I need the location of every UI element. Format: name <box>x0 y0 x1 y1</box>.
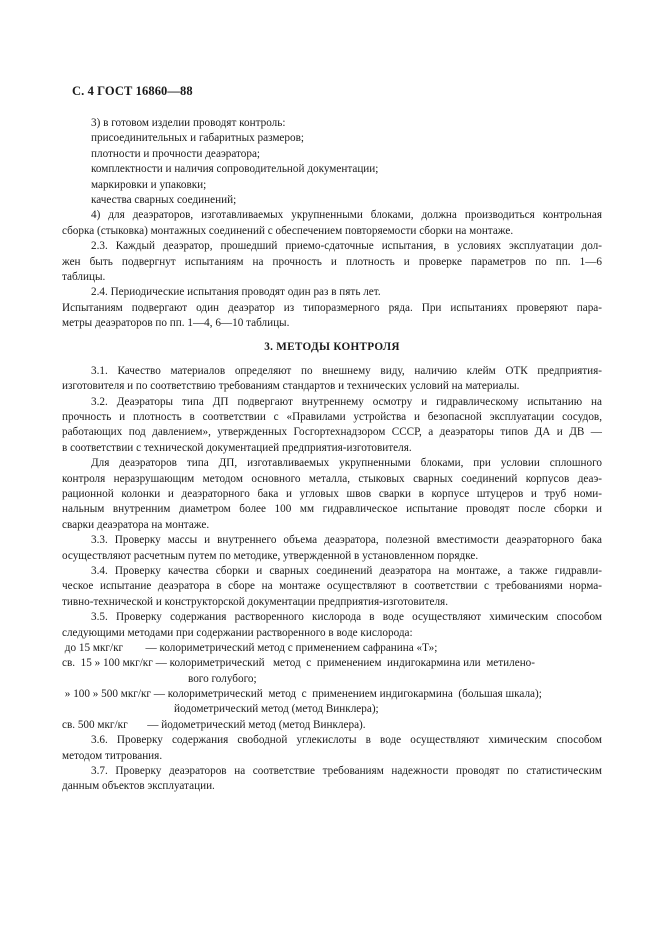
text-line: прочность и плотность в соответствии с «Правилами устройства и безопасной эксплуатации сосудов, <box>62 411 602 424</box>
text-line: сборка (стыковка) монтажных соединений с обеспечением повторяемости сборки на монтаже. <box>62 224 514 237</box>
text-line: 3.1. Качество материалов определяют по внешнему виду, наличию клейм ОТК предприятия- <box>91 364 602 377</box>
text-line: комплектности и наличия сопроводительной документации; <box>91 163 379 176</box>
text-line: ческое испытание деаэратора в сборе на монтаже осуществляют в соответствии с требованиями норма- <box>62 580 602 593</box>
text-line: йодометрический метод (метод Винклера); <box>174 703 379 716</box>
text-line: маркировки и упаковки; <box>91 178 207 191</box>
text-line: св. 500 мкг/кг — йодометрический метод (метод Винклера). <box>62 718 366 731</box>
text-line: до 15 мкг/кг — колориметрический метод с применением сафранина «Т»; <box>62 641 438 654</box>
text-line: Для деаэраторов типа ДП, изготавливаемых укрупненными блоками, при условии сплошного <box>91 457 602 470</box>
page-header: С. 4 ГОСТ 16860—88 <box>72 84 193 98</box>
text-line: рационной колонки и деаэраторного бака и угловых швов сварки в корпусе штуцеров и труб номи- <box>62 487 602 500</box>
text-line: качества сварных соединений; <box>91 193 237 206</box>
text-line: контроля неразрушающим методом основного металла, стыковых сварных соединений корпусов деаэ- <box>62 472 602 485</box>
text-line: данным объектов эксплуатации. <box>62 780 215 793</box>
section-2-continuation <box>62 116 602 331</box>
text-line: методом титрования. <box>62 749 163 762</box>
text-line: нальным внутренним диаметром более 100 мм гидравлическое испытание проводят после сборки и <box>62 503 602 516</box>
text-line: тивно-технической и конструкторской документации предприятия-изготовителя. <box>62 595 448 608</box>
text-line: работающих под давлением», утвержденных Госгортехнадзором СССР, а деаэраторы типов ДА и ДВ — <box>62 426 602 439</box>
text-line: таблицы. <box>62 270 106 283</box>
text-line: 3) в готовом изделии проводят контроль: <box>91 117 286 129</box>
section-3-body <box>62 364 602 795</box>
text-line: 3.3. Проверку массы и внутреннего объема деаэратора, полезной вместимости деаэраторного бака <box>91 534 602 547</box>
text-line: следующими методами при содержании растворенного в воде кислорода: <box>62 626 413 639</box>
text-line: вого голубого; <box>188 672 257 685</box>
text-line: 3.5. Проверку содержания растворенного кислорода в воде осуществляют химическим способом <box>91 611 602 624</box>
text-line: в соответствии с технической документацией предприятия-изготовителя. <box>62 441 412 454</box>
text-line: 3.4. Проверку качества сборки и сварных соединений деаэратора на монтаже, а также гидравли- <box>91 564 602 577</box>
text-line: метры деаэраторов по пп. 1—4, 6—10 таблицы. <box>62 317 290 330</box>
text-line: 3.6. Проверку содержания свободной углекислоты в воде осуществляют химическим способом <box>91 734 602 747</box>
text-line: осуществляют расчетным путем по методике, утвержденной в установленном порядке. <box>62 549 479 562</box>
text-line: св. 15 » 100 мкг/кг — колориметрический метод с применением индигокармина или метилено- <box>62 657 536 670</box>
text-line: 3.2. Деаэраторы типа ДП подвергают внутреннему осмотру и гидравлическому испытанию на <box>91 395 602 408</box>
text-line: изготовителя и по соответствию требованиям стандартов и технических условий на материалы. <box>62 380 520 393</box>
text-line: » 100 » 500 мкг/кг — колориметрический метод с применением индигокармина (большая шкала); <box>62 688 542 701</box>
text-line: сварки деаэратора на монтаже. <box>62 518 210 531</box>
text-line: 2.3. Каждый деаэратор, прошедший приемо-сдаточные испытания, в условиях эксплуатации дол- <box>91 240 602 253</box>
text-line: жен быть подвергнут испытаниям на прочность и плотность и проверке параметров по пп. 1—6 <box>62 255 602 268</box>
text-line: Испытаниям подвергают один деаэратор из типоразмерного ряда. При испытаниях проверяют пара- <box>62 301 602 314</box>
text-line: 2.4. Периодические испытания проводят один раз в пять лет. <box>91 286 381 299</box>
text-line: присоединительных и габаритных размеров; <box>91 132 304 145</box>
text-line: 4) для деаэраторов, изготавливаемых укрупненными блоками, должна производиться контрольная <box>91 209 602 222</box>
section-title: 3. МЕТОДЫ КОНТРОЛЯ <box>264 341 400 354</box>
text-line: 3.7. Проверку деаэраторов на соответствие требованиям надежности проводят по статистическим <box>91 765 602 778</box>
document-body <box>62 116 602 795</box>
text-line: плотности и прочности деаэратора; <box>91 147 261 160</box>
